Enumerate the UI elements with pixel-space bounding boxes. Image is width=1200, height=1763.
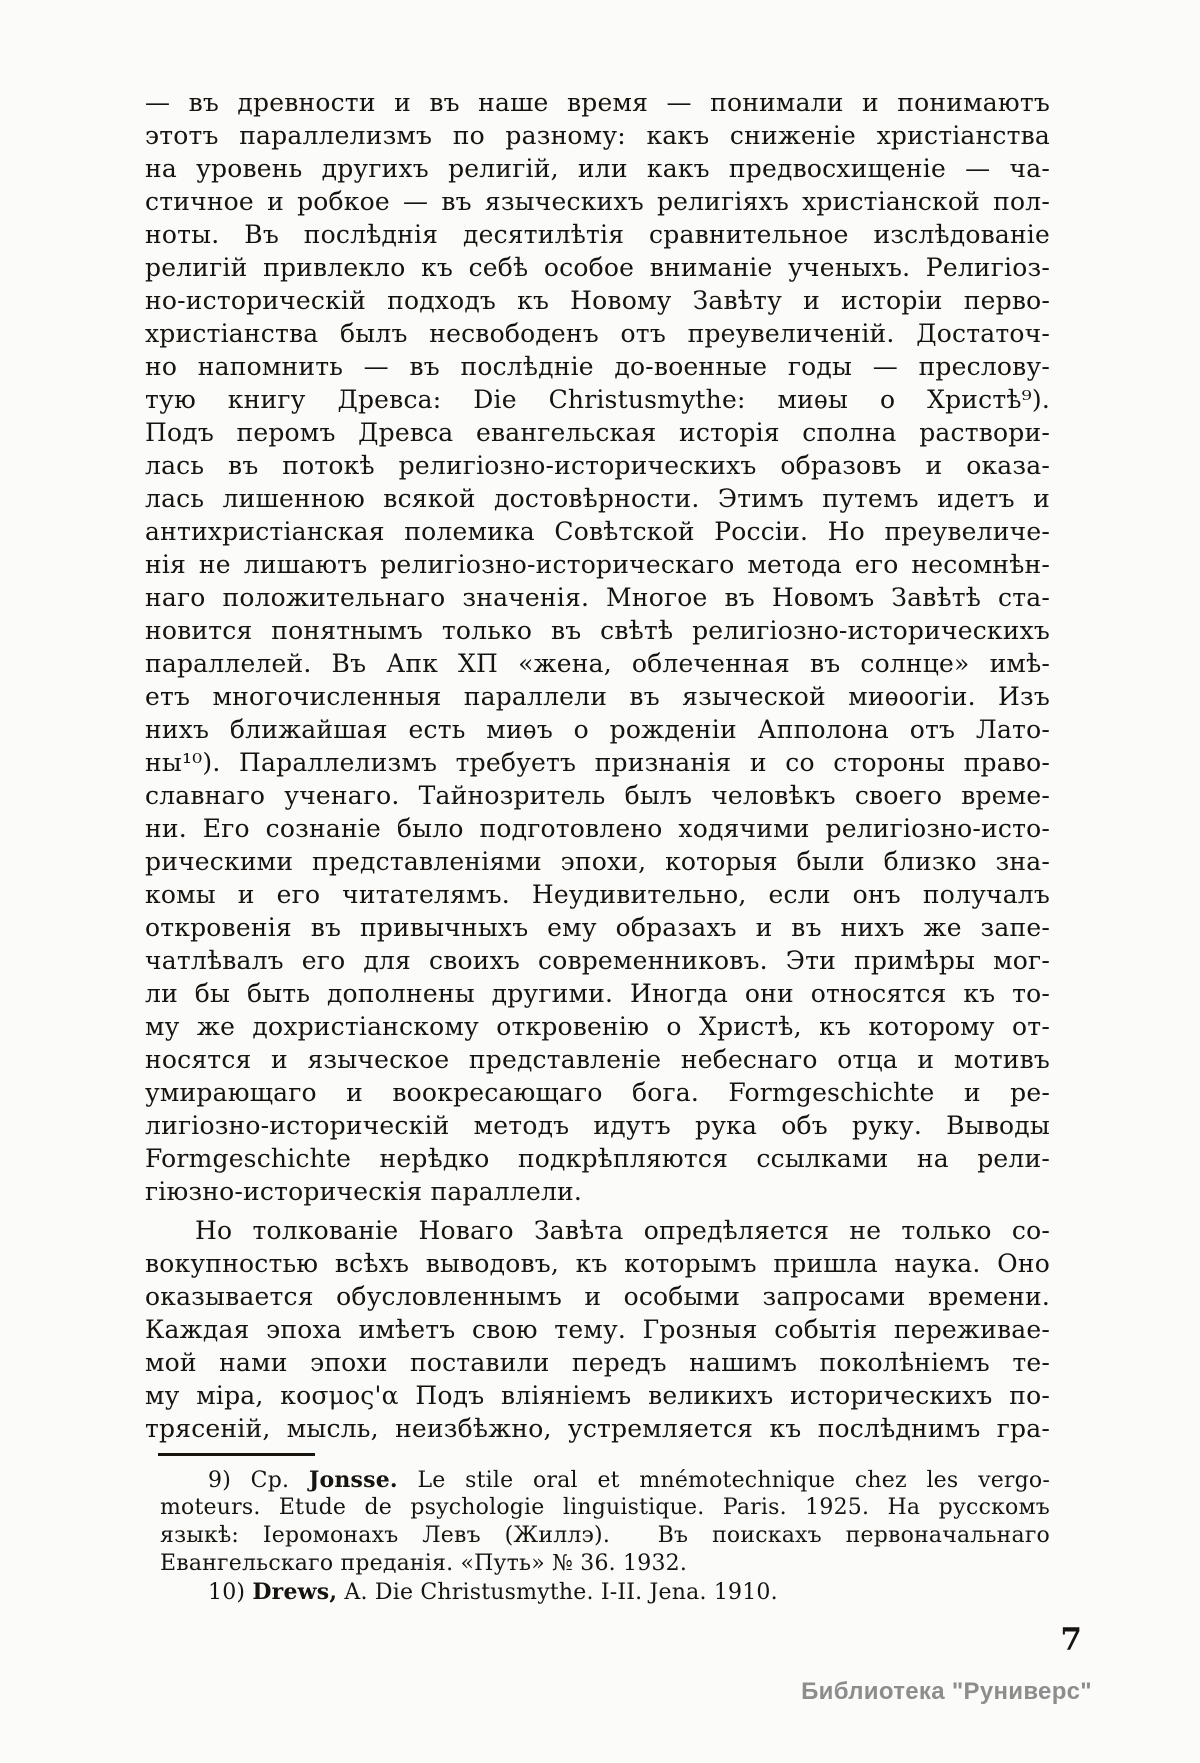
footnote-9-line-1 <box>160 1466 1050 1494</box>
text-line: лигіозно-историческій методъ идутъ рука объ руку. Выводы <box>145 1111 1050 1140</box>
text-line: Каждая эпоха имѣетъ свою тему. Грозныя событія переживае- <box>145 1315 1050 1344</box>
text-line: ны¹⁰). Параллелизмъ требуетъ признанія и со стороны право- <box>145 748 1050 777</box>
text-line: новится понятнымъ только въ свѣтѣ религіозно-историческихъ <box>145 616 1050 645</box>
text-line: чатлѣвалъ его для своихъ современниковъ. Эти примѣры мог- <box>145 946 1050 975</box>
text-line: етъ многочисленныя параллели въ языческой миѳоогіи. Изъ <box>145 682 1050 711</box>
text-line: религій привлекло къ себѣ особое вниманіе ученыхъ. Религіоз- <box>145 253 1050 282</box>
footnote-10-line <box>160 1578 1050 1606</box>
paragraph-new <box>145 1214 1050 1445</box>
text-line: лась въ потокѣ религіозно-историческихъ образовъ и оказа- <box>145 451 1050 480</box>
text-line: наго положительнаго значенія. Многое въ Новомъ Завѣтѣ ста- <box>145 583 1050 612</box>
text-line: комы и его читателямъ. Неудивительно, если онъ получалъ <box>145 880 1050 909</box>
footnote-9-marker: 9) Ср. <box>208 1468 309 1493</box>
text-line: мой нами эпохи поставили передъ нашимъ поколѣніемъ те- <box>145 1348 1050 1377</box>
text-line: христіанства былъ несвободенъ отъ преувеличеній. Достаточ- <box>145 319 1050 348</box>
footnote-9-line-4: Евангельскаго преданія. «Путь» № 36. 1932. <box>160 1551 688 1576</box>
footnotes-block <box>160 1466 1050 1606</box>
text-line: ни. Его сознаніе было подготовлено ходячими религіозно-исто- <box>145 814 1050 843</box>
text-line: славнаго ученаго. Тайнозритель былъ человѣкъ своего време- <box>145 781 1050 810</box>
text-line: трясеній, мысль, неизбѣжно, устремляется къ послѣднимъ гра- <box>145 1414 1050 1443</box>
text-line: — въ древности и въ наше время — понимали и понимаютъ <box>145 88 1050 117</box>
text-line: ли бы быть дополнены другими. Иногда они относятся къ то- <box>145 979 1050 1008</box>
text-line: тую книгу Древса: Die Christusmythe: миѳы о Христѣ⁹). <box>145 385 1050 414</box>
text-line: на уровень другихъ религій, или какъ предвосхищеніе — ча- <box>145 154 1050 183</box>
footnote-10-title: A. Die Christusmythe. I-II. Jena. 1910. <box>337 1580 778 1605</box>
footnote-9-author: Jonsse. <box>308 1467 398 1493</box>
footnote-9-line-3: языкѣ: Іеромонахъ Левъ (Жиллэ). Въ поискахъ первоначальнаго <box>160 1523 1050 1548</box>
library-watermark: Библиотека "Руниверс" <box>801 1678 1092 1705</box>
text-line: откровенія въ привычныхъ ему образахъ и въ нихъ же запе- <box>145 913 1050 942</box>
text-line: лась лишенною всякой достовѣрности. Этимъ путемъ идетъ и <box>145 484 1050 513</box>
text-line: этотъ параллелизмъ по разному: какъ сниженіе христіанства <box>145 121 1050 150</box>
text-line: Но толкованіе Новаго Завѣта опредѣляется не только со- <box>195 1216 1050 1245</box>
footnote-divider <box>158 1453 315 1456</box>
text-line: му же дохристіанскому откровенію о Христѣ, къ которому от- <box>145 1012 1050 1041</box>
text-line: Подъ перомъ Древса евангельская исторія сполна раствори- <box>145 418 1050 447</box>
paragraph-continued <box>145 86 1050 1208</box>
page-number: 7 <box>1060 1622 1082 1658</box>
main-text-block <box>145 86 1050 1445</box>
text-line: нія не лишаютъ религіозно-историческаго метода его несомнѣн- <box>145 550 1050 579</box>
footnote-10-marker: 10) <box>208 1580 253 1605</box>
text-line: оказывается обусловленнымъ и особыми запросами времени. <box>145 1282 1050 1311</box>
text-line: ноты. Въ послѣднія десятилѣтія сравнительное изслѣдованіе <box>145 220 1050 249</box>
text-line: му міра, κοσμος'α Подъ вліяніемъ великихъ историческихъ по- <box>145 1381 1050 1410</box>
footnote-10-author: Drews, <box>252 1579 338 1605</box>
footnote-9-line-2: moteurs. Etude de psychologie linguistique. Paris. 1925. На русскомъ <box>160 1495 1050 1520</box>
text-line: гіюзно-историческія параллели. <box>145 1177 583 1206</box>
text-line: параллелей. Въ Апк ХП «жена, облеченная въ солнце» имѣ- <box>145 649 1050 678</box>
footnote-9-title-start: Le stile oral et mnémotechnique chez les vergo- <box>397 1468 1050 1493</box>
text-line: Formgeschichte нерѣдко подкрѣпляются ссылками на рели- <box>145 1144 1050 1173</box>
text-line: стичное и робкое — въ языческихъ религіяхъ христіанской пол- <box>145 187 1050 216</box>
text-line: нихъ ближайшая есть миѳъ о рожденіи Апполона отъ Лато- <box>145 715 1050 744</box>
text-line: носятся и языческое представленіе небеснаго отца и мотивъ <box>145 1045 1050 1074</box>
text-line: антихристіанская полемика Совѣтской Россіи. Но преувеличе- <box>145 517 1050 546</box>
text-line: но-историческій подходъ къ Новому Завѣту и исторіи перво- <box>145 286 1050 315</box>
text-line: но напомнить — въ послѣдніе до-военные годы — преслову- <box>145 352 1050 381</box>
text-line: умирающаго и воокресающаго бога. Formgeschichte и ре- <box>145 1078 1050 1107</box>
text-line: вокупностью всѣхъ выводовъ, къ которымъ пришла наука. Оно <box>145 1249 1050 1278</box>
text-line: рическими представленіями эпохи, которыя были близко зна- <box>145 847 1050 876</box>
